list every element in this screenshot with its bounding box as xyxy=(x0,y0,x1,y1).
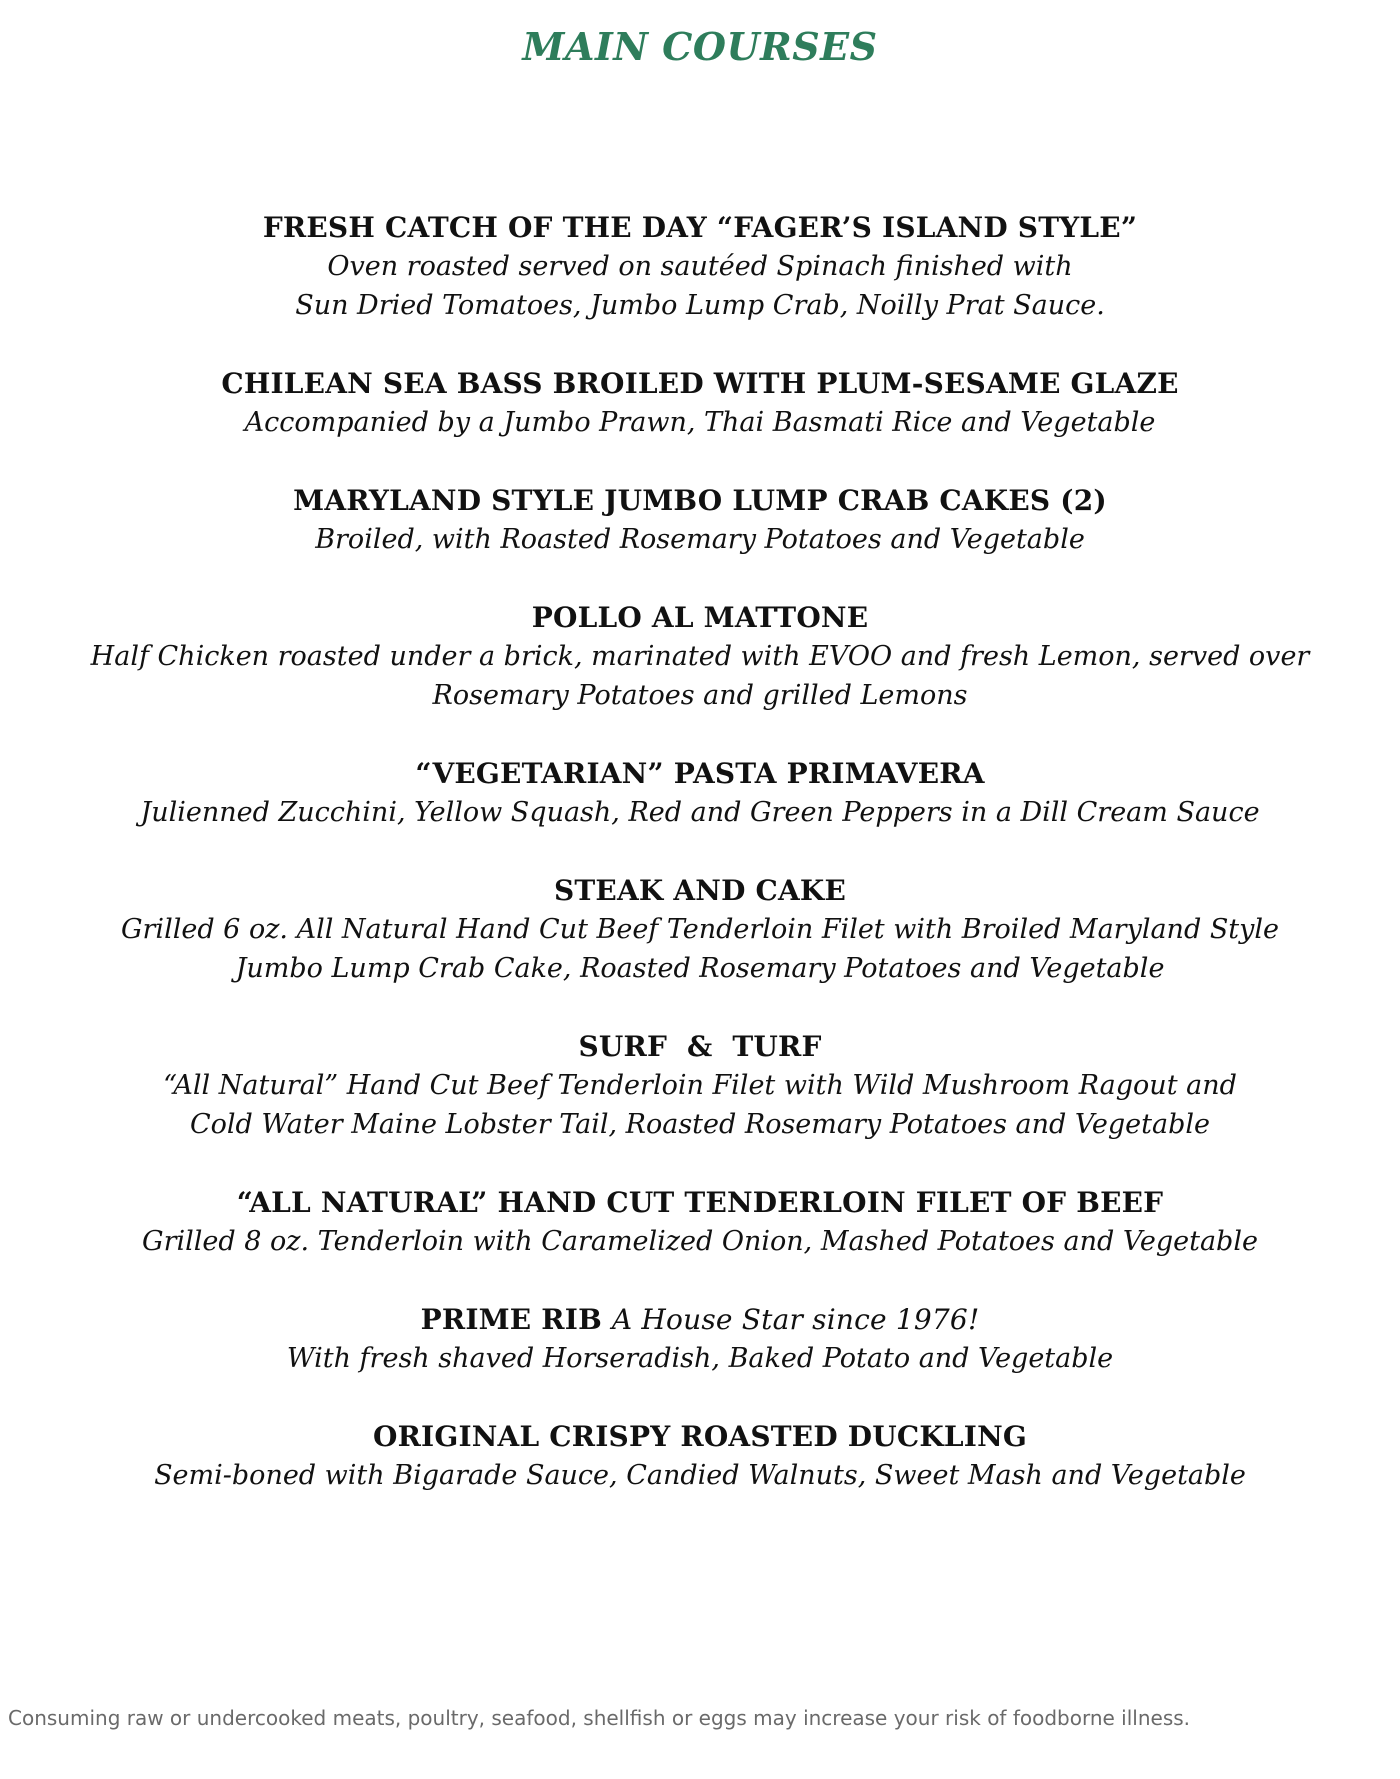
menu-item-prime-rib xyxy=(0,1300,1400,1378)
menu-item-desc-line: Julienned Zucchini, Yellow Squash, Red and Green Peppers in a Dill Cream Sauce xyxy=(140,797,1260,828)
menu-item-chilean-sea-bass xyxy=(0,364,1400,442)
menu-item-description xyxy=(0,1066,1400,1144)
menu-item-name-text: PRIME RIB xyxy=(420,1303,602,1336)
menu-item-desc-line: Accompanied by a Jumbo Prawn, Thai Basmati Rice and Vegetable xyxy=(244,407,1156,438)
menu-item-desc-line: Rosemary Potatoes and grilled Lemons xyxy=(432,680,968,711)
menu-item-desc-line: Grilled 8 oz. Tenderloin with Caramelized Onion, Mashed Potatoes and Vegetable xyxy=(142,1226,1258,1257)
menu-item-description xyxy=(0,637,1400,715)
menu-item-crab-cakes xyxy=(0,481,1400,559)
menu-item-desc-line: Grilled 6 oz. All Natural Hand Cut Beef Tenderloin Filet with Broiled Maryland Style xyxy=(120,914,1280,945)
menu-item-name xyxy=(0,364,1400,403)
menu-item-name xyxy=(0,1027,1400,1066)
menu-item-description xyxy=(0,403,1400,442)
menu-item-name-text: SURF & TURF xyxy=(578,1030,822,1063)
menu-item-desc-line: Semi-boned with Bigarade Sauce, Candied Walnuts, Sweet Mash and Vegetable xyxy=(154,1460,1246,1491)
menu-item-desc-line: Oven roasted served on sautéed Spinach finished with xyxy=(327,251,1073,282)
menu-item-description xyxy=(0,520,1400,559)
menu-item-desc-line: Sun Dried Tomatoes, Jumbo Lump Crab, Noilly Prat Sauce. xyxy=(295,290,1105,321)
menu-list xyxy=(0,208,1400,1534)
menu-item-description xyxy=(0,1222,1400,1261)
menu-item-name-text: POLLO AL MATTONE xyxy=(531,601,869,634)
menu-item-pollo-al-mattone xyxy=(0,598,1400,715)
menu-item-name xyxy=(0,1300,1400,1339)
menu-item-name-text: “ALL NATURAL” HAND CUT TENDERLOIN FILET OF BEEF xyxy=(236,1186,1164,1219)
menu-item-tagline: A House Star since 1976! xyxy=(611,1303,980,1336)
menu-item-name-text: “VEGETARIAN” PASTA PRIMAVERA xyxy=(415,757,985,790)
menu-item-name xyxy=(0,1417,1400,1456)
menu-item-name-text: ORIGINAL CRISPY ROASTED DUCKLING xyxy=(372,1420,1027,1453)
menu-item-name-text: MARYLAND STYLE JUMBO LUMP CRAB CAKES (2) xyxy=(293,484,1107,517)
menu-item-desc-line: Broiled, with Roasted Rosemary Potatoes and Vegetable xyxy=(315,524,1085,555)
menu-item-pasta-primavera xyxy=(0,754,1400,832)
menu-item-description xyxy=(0,910,1400,988)
menu-item-steak-and-cake xyxy=(0,871,1400,988)
menu-item-description xyxy=(0,1339,1400,1378)
menu-item-desc-line: Cold Water Maine Lobster Tail, Roasted Rosemary Potatoes and Vegetable xyxy=(189,1109,1210,1140)
menu-item-desc-line: With fresh shaved Horseradish, Baked Potato and Vegetable xyxy=(286,1343,1114,1374)
menu-item-name xyxy=(0,598,1400,637)
menu-item-fresh-catch xyxy=(0,208,1400,325)
menu-item-desc-line: “All Natural” Hand Cut Beef Tenderloin Filet with Wild Mushroom Ragout and xyxy=(163,1070,1237,1101)
menu-item-name xyxy=(0,1183,1400,1222)
menu-item-name-text: CHILEAN SEA BASS BROILED WITH PLUM-SESAME GLAZE xyxy=(221,367,1179,400)
menu-item-name xyxy=(0,754,1400,793)
menu-item-description xyxy=(0,247,1400,325)
menu-item-surf-and-turf xyxy=(0,1027,1400,1144)
menu-item-name xyxy=(0,481,1400,520)
page-title: MAIN COURSES xyxy=(522,24,878,69)
menu-item-description xyxy=(0,793,1400,832)
menu-item-desc-line: Jumbo Lump Crab Cake, Roasted Rosemary Potatoes and Vegetable xyxy=(235,953,1165,984)
food-safety-disclaimer: Consuming raw or undercooked meats, poultry, seafood, shellfish or eggs may increase your risk of foodborne illness. xyxy=(8,1706,1191,1730)
menu-item-name xyxy=(0,871,1400,910)
menu-item-desc-line: Half Chicken roasted under a brick, marinated with EVOO and fresh Lemon, served over xyxy=(90,641,1310,672)
menu-item-name-text: FRESH CATCH OF THE DAY “FAGER’S ISLAND STYLE” xyxy=(262,211,1138,244)
menu-item-name xyxy=(0,208,1400,247)
menu-item-filet-of-beef xyxy=(0,1183,1400,1261)
menu-item-roasted-duckling xyxy=(0,1417,1400,1495)
menu-item-description xyxy=(0,1456,1400,1495)
menu-item-name-text: STEAK AND CAKE xyxy=(553,874,847,907)
